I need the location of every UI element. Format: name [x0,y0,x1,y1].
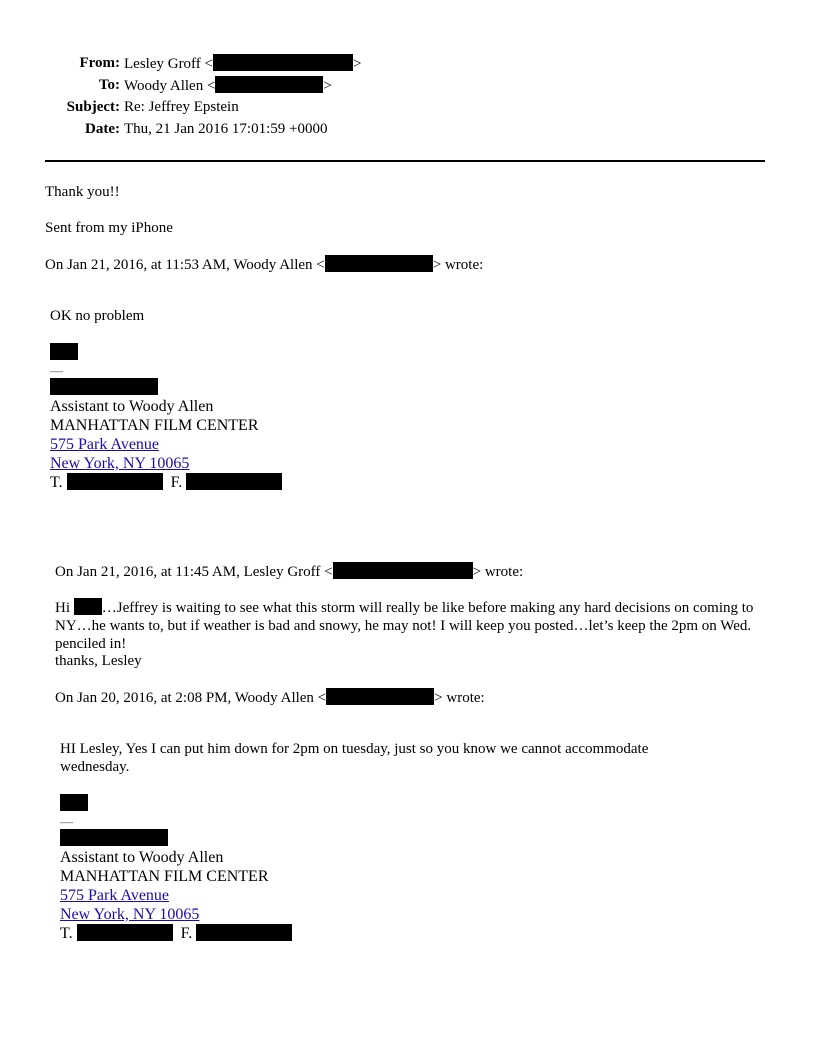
signature-org: MANHATTAN FILM CENTER [50,417,259,434]
signature-phone-fax: T. F. [60,924,292,943]
signature-dash: — [60,814,73,829]
quote-attribution-3: On Jan 20, 2016, at 2:08 PM, Woody Allen < > wrote: [55,690,485,706]
from-value: Lesley Groff < > [124,56,362,72]
redacted-block [50,343,78,360]
redacted-block [325,255,433,272]
message-3-signature [60,794,292,943]
redacted-block [67,473,163,490]
message-2-signoff: thanks, Lesley [55,653,142,669]
quote-attribution-1: On Jan 21, 2016, at 11:53 AM, Woody Allen < > wrote: [45,257,484,273]
subject-label: Subject: [66,99,120,115]
signature-title: Assistant to Woody Allen [60,849,224,866]
redacted-block [196,924,292,941]
message-1-body: OK no problem [50,308,145,324]
redacted-block [74,598,102,615]
quote-attribution-2: On Jan 21, 2016, at 11:45 AM, Lesley Groff < > wrote: [55,564,524,580]
signature-dash: — [50,363,63,378]
redacted-block [326,688,434,705]
signature-street-link[interactable]: 575 Park Avenue [50,436,160,453]
signature-city-link[interactable]: New York, NY 10065 [60,906,200,923]
header-divider [45,160,765,162]
to-label: To: [98,77,120,93]
date-value: Thu, 21 Jan 2016 17:01:59 +0000 [124,121,328,137]
reply-line-2: Sent from my iPhone [45,220,173,236]
to-value: Woody Allen < > [124,78,332,94]
redacted-block [213,54,353,71]
message-1-signature [50,343,282,492]
date-label: Date: [85,121,120,137]
redacted-block [186,473,282,490]
redacted-block [77,924,173,941]
reply-line-1: Thank you!! [45,184,120,200]
signature-city-link[interactable]: New York, NY 10065 [50,455,190,472]
redacted-block [215,76,323,93]
from-label: From: [79,55,120,71]
subject-value: Re: Jeffrey Epstein [124,99,239,115]
message-2-body: Hi …Jeffrey is waiting to see what this storm will really be like before making any hard decisions on coming to NY…he wants to, but if weather is bad and snowy, he may not! I will keep you posted…let’s keep the 2pm on Wed. penciled in! [55,600,754,652]
redacted-block [50,378,158,395]
redacted-block [333,562,473,579]
redacted-block [60,829,168,846]
signature-title: Assistant to Woody Allen [50,398,214,415]
signature-street-link[interactable]: 575 Park Avenue [60,887,170,904]
redacted-block [60,794,88,811]
signature-phone-fax: T. F. [50,473,282,492]
message-3-body: HI Lesley, Yes I can put him down for 2pm on tuesday, just so you know we cannot accommodate wednesday. [60,741,649,775]
signature-org: MANHATTAN FILM CENTER [60,868,269,885]
